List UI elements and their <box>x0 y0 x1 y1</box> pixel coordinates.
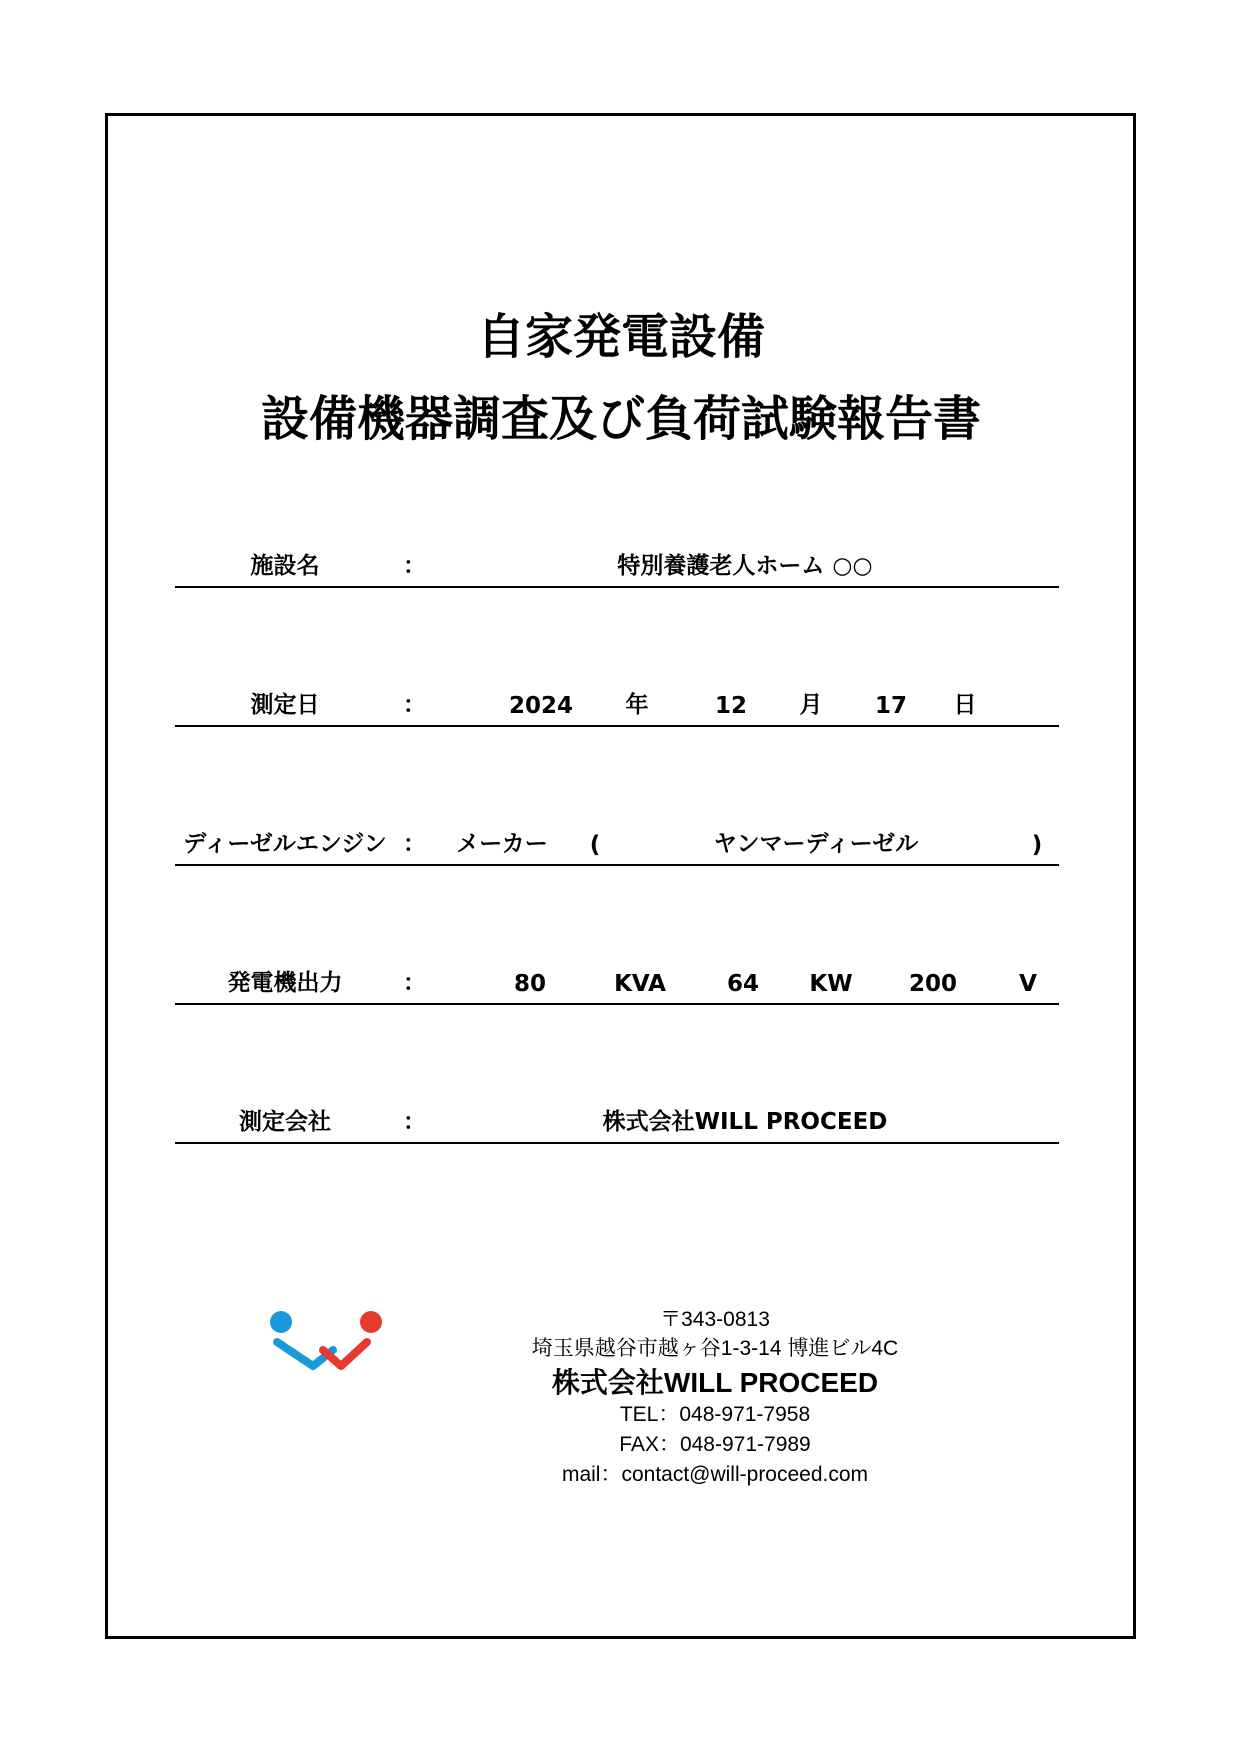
engine-colon: ： <box>403 831 426 857</box>
date-year: 2024 <box>508 693 574 719</box>
report-title-line1: 自家発電設備 <box>476 309 765 365</box>
email: mail：contact@will-proceed.com <box>561 1463 869 1486</box>
postal-code: 〒343-0813 <box>660 1308 770 1331</box>
facility-row <box>175 536 1059 588</box>
open-paren: ( <box>589 832 601 858</box>
footer-company-name: 株式会社WILL PROCEED <box>551 1367 879 1398</box>
report-title-line2: 設備機器調査及び負荷試験報告書 <box>260 391 981 447</box>
date-year-unit: 年 <box>625 692 649 718</box>
date-month: 12 <box>714 693 748 719</box>
measurement-date-row <box>175 675 1059 727</box>
output-kw: 64 <box>726 971 760 997</box>
company-label: 測定会社 <box>239 1109 331 1135</box>
output-label: 発電機出力 <box>227 970 343 996</box>
date-day-unit: 日 <box>953 692 977 718</box>
engine-label: ディーゼルエンジン <box>183 831 387 857</box>
date-day: 17 <box>874 693 908 719</box>
maker-label: メーカー <box>456 831 548 857</box>
two-figures-handshake-logo <box>265 1308 395 1378</box>
output-kw-unit: KW <box>809 971 853 997</box>
output-volt: 200 <box>908 971 958 997</box>
output-kva-unit: KVA <box>614 971 666 997</box>
output-colon: ： <box>403 970 426 996</box>
facility-colon: ： <box>403 553 426 579</box>
date-label: 測定日 <box>250 692 320 718</box>
fax: FAX：048-971-7989 <box>619 1433 811 1456</box>
facility-label: 施設名 <box>250 553 320 579</box>
date-month-unit: 月 <box>799 692 823 718</box>
facility-value: 特別養護老人ホーム ○○ <box>617 553 873 579</box>
company-value: 株式会社WILL PROCEED <box>602 1109 888 1135</box>
company-colon: ： <box>403 1109 426 1135</box>
output-kva: 80 <box>513 971 547 997</box>
measurement-company-row <box>175 1092 1059 1144</box>
tel: TEL：048-971-7958 <box>619 1403 811 1426</box>
engine-maker: ヤンマーディーゼル <box>713 831 919 857</box>
generator-output-row <box>175 953 1059 1005</box>
output-volt-unit: V <box>1019 971 1037 997</box>
address: 埼玉県越谷市越ヶ谷1-3-14 博進ビル4C <box>531 1337 899 1360</box>
engine-row <box>175 814 1059 866</box>
date-colon: ： <box>403 692 426 718</box>
close-paren: ) <box>1031 832 1043 858</box>
